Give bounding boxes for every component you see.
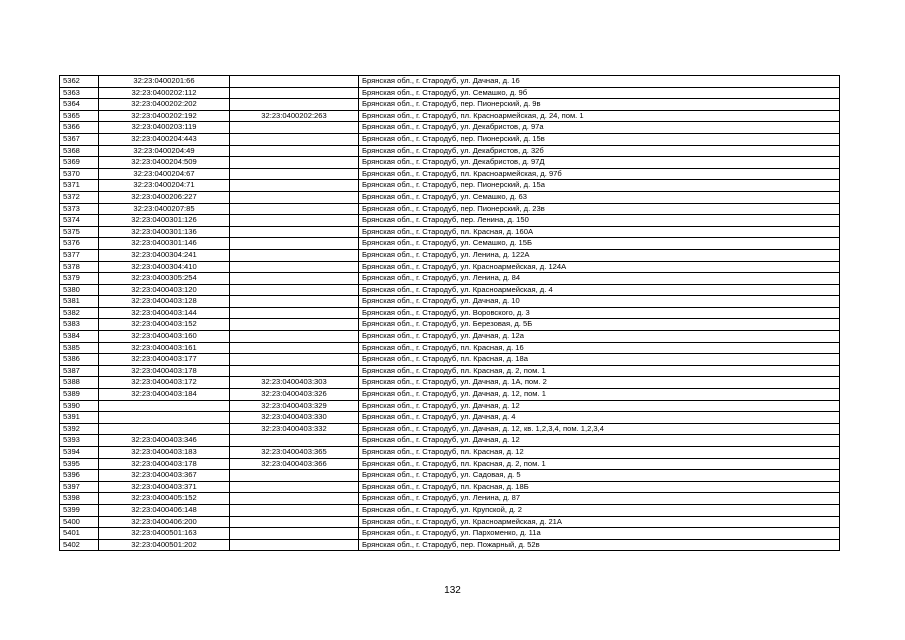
- address-cell: Брянская обл., г. Стародуб, пл. Красная, д. 160А: [359, 226, 840, 238]
- address-cell: Брянская обл., г. Стародуб, ул. Семашко, д. 15Б: [359, 238, 840, 250]
- address-cell: Брянская обл., г. Стародуб, ул. Декабристов, д. 32б: [359, 145, 840, 157]
- cadastral-number-cell: [99, 412, 230, 424]
- row-number-cell: 5392: [60, 423, 99, 435]
- table-row: [60, 319, 840, 331]
- cadastral-number-cell: [99, 423, 230, 435]
- table-row: [60, 470, 840, 482]
- linked-cadastral-number-cell: [230, 331, 359, 343]
- table-row: [60, 110, 840, 122]
- row-number-cell: 5383: [60, 319, 99, 331]
- property-registry-table: [59, 75, 840, 551]
- row-number-cell: 5394: [60, 447, 99, 459]
- table-row: [60, 504, 840, 516]
- row-number-cell: 5374: [60, 215, 99, 227]
- address-cell: Брянская обл., г. Стародуб, ул. Дачная, д. 12, пом. 1: [359, 389, 840, 401]
- cadastral-number-cell: 32:23:0400403:161: [99, 342, 230, 354]
- linked-cadastral-number-cell: [230, 516, 359, 528]
- linked-cadastral-number-cell: [230, 504, 359, 516]
- row-number-cell: 5400: [60, 516, 99, 528]
- address-cell: Брянская обл., г. Стародуб, пер. Пионерский, д. 15а: [359, 180, 840, 192]
- table-row: [60, 99, 840, 111]
- table-row: [60, 157, 840, 169]
- row-number-cell: 5376: [60, 238, 99, 250]
- cadastral-number-cell: 32:23:0400403:120: [99, 284, 230, 296]
- linked-cadastral-number-cell: [230, 528, 359, 540]
- linked-cadastral-number-cell: [230, 145, 359, 157]
- linked-cadastral-number-cell: [230, 122, 359, 134]
- table-row: [60, 365, 840, 377]
- address-cell: Брянская обл., г. Стародуб, ул. Ленина, д. 84: [359, 273, 840, 285]
- address-cell: Брянская обл., г. Стародуб, ул. Ленина, д. 87: [359, 493, 840, 505]
- address-cell: Брянская обл., г. Стародуб, ул. Красноармейская, д. 21А: [359, 516, 840, 528]
- row-number-cell: 5388: [60, 377, 99, 389]
- cadastral-number-cell: 32:23:0400403:177: [99, 354, 230, 366]
- table-row: [60, 180, 840, 192]
- row-number-cell: 5380: [60, 284, 99, 296]
- row-number-cell: 5368: [60, 145, 99, 157]
- table-row: [60, 261, 840, 273]
- row-number-cell: 5377: [60, 249, 99, 261]
- table-row: [60, 226, 840, 238]
- row-number-cell: 5379: [60, 273, 99, 285]
- linked-cadastral-number-cell: [230, 261, 359, 273]
- cadastral-number-cell: 32:23:0400304:241: [99, 249, 230, 261]
- table-row: [60, 87, 840, 99]
- row-number-cell: 5381: [60, 296, 99, 308]
- cadastral-number-cell: 32:23:0400301:136: [99, 226, 230, 238]
- linked-cadastral-number-cell: [230, 354, 359, 366]
- row-number-cell: 5370: [60, 168, 99, 180]
- cadastral-number-cell: 32:23:0400204:67: [99, 168, 230, 180]
- table-row: [60, 133, 840, 145]
- table-row: [60, 238, 840, 250]
- linked-cadastral-number-cell: [230, 191, 359, 203]
- linked-cadastral-number-cell: [230, 319, 359, 331]
- row-number-cell: 5385: [60, 342, 99, 354]
- row-number-cell: 5363: [60, 87, 99, 99]
- linked-cadastral-number-cell: [230, 87, 359, 99]
- address-cell: Брянская обл., г. Стародуб, пл. Красная, д. 18Б: [359, 481, 840, 493]
- cadastral-number-cell: 32:23:0400204:443: [99, 133, 230, 145]
- linked-cadastral-number-cell: [230, 76, 359, 88]
- address-cell: Брянская обл., г. Стародуб, пл. Красная, д. 12: [359, 447, 840, 459]
- table-row: [60, 307, 840, 319]
- cadastral-number-cell: 32:23:0400403:346: [99, 435, 230, 447]
- address-cell: Брянская обл., г. Стародуб, ул. Декабристов, д. 97а: [359, 122, 840, 134]
- linked-cadastral-number-cell: [230, 470, 359, 482]
- linked-cadastral-number-cell: 32:23:0400403:330: [230, 412, 359, 424]
- table-row: [60, 423, 840, 435]
- linked-cadastral-number-cell: 32:23:0400202:263: [230, 110, 359, 122]
- row-number-cell: 5390: [60, 400, 99, 412]
- cadastral-number-cell: 32:23:0400403:184: [99, 389, 230, 401]
- table-row: [60, 249, 840, 261]
- address-cell: Брянская обл., г. Стародуб, ул. Семашко, д. 9б: [359, 87, 840, 99]
- row-number-cell: 5395: [60, 458, 99, 470]
- table-row: [60, 168, 840, 180]
- linked-cadastral-number-cell: [230, 296, 359, 308]
- cadastral-number-cell: 32:23:0400403:128: [99, 296, 230, 308]
- table-row: [60, 215, 840, 227]
- address-cell: Брянская обл., г. Стародуб, ул. Дачная, д. 4: [359, 412, 840, 424]
- linked-cadastral-number-cell: [230, 226, 359, 238]
- linked-cadastral-number-cell: [230, 203, 359, 215]
- linked-cadastral-number-cell: 32:23:0400403:366: [230, 458, 359, 470]
- address-cell: Брянская обл., г. Стародуб, ул. Ленина, д. 122А: [359, 249, 840, 261]
- table-row: [60, 389, 840, 401]
- address-cell: Брянская обл., г. Стародуб, пл. Красноармейская, д. 97б: [359, 168, 840, 180]
- registry-table-body: [60, 76, 840, 551]
- address-cell: Брянская обл., г. Стародуб, ул. Садовая, д. 5: [359, 470, 840, 482]
- linked-cadastral-number-cell: [230, 342, 359, 354]
- linked-cadastral-number-cell: [230, 249, 359, 261]
- address-cell: Брянская обл., г. Стародуб, пер. Пионерский, д. 15в: [359, 133, 840, 145]
- page-number: 132: [444, 585, 461, 596]
- linked-cadastral-number-cell: [230, 435, 359, 447]
- cadastral-number-cell: 32:23:0400406:148: [99, 504, 230, 516]
- cadastral-number-cell: 32:23:0400305:254: [99, 273, 230, 285]
- address-cell: Брянская обл., г. Стародуб, ул. Дачная, д. 1А, пом. 2: [359, 377, 840, 389]
- table-row: [60, 284, 840, 296]
- address-cell: Брянская обл., г. Стародуб, ул. Дачная, д. 12а: [359, 331, 840, 343]
- table-row: [60, 342, 840, 354]
- cadastral-number-cell: 32:23:0400206:227: [99, 191, 230, 203]
- cadastral-number-cell: 32:23:0400202:202: [99, 99, 230, 111]
- cadastral-number-cell: 32:23:0400403:172: [99, 377, 230, 389]
- address-cell: Брянская обл., г. Стародуб, ул. Березовая, д. 5Б: [359, 319, 840, 331]
- row-number-cell: 5371: [60, 180, 99, 192]
- linked-cadastral-number-cell: [230, 493, 359, 505]
- table-row: [60, 203, 840, 215]
- linked-cadastral-number-cell: 32:23:0400403:365: [230, 447, 359, 459]
- linked-cadastral-number-cell: [230, 481, 359, 493]
- address-cell: Брянская обл., г. Стародуб, ул. Дачная, д. 12: [359, 435, 840, 447]
- address-cell: Брянская обл., г. Стародуб, ул. Дачная, д. 12: [359, 400, 840, 412]
- cadastral-number-cell: 32:23:0400403:178: [99, 458, 230, 470]
- row-number-cell: 5367: [60, 133, 99, 145]
- table-row: [60, 145, 840, 157]
- cadastral-number-cell: 32:23:0400201:66: [99, 76, 230, 88]
- row-number-cell: 5362: [60, 76, 99, 88]
- table-row: [60, 377, 840, 389]
- linked-cadastral-number-cell: [230, 238, 359, 250]
- address-cell: Брянская обл., г. Стародуб, ул. Воровского, д. 3: [359, 307, 840, 319]
- table-row: [60, 435, 840, 447]
- linked-cadastral-number-cell: [230, 365, 359, 377]
- linked-cadastral-number-cell: 32:23:0400403:326: [230, 389, 359, 401]
- row-number-cell: 5389: [60, 389, 99, 401]
- linked-cadastral-number-cell: [230, 99, 359, 111]
- table-row: [60, 191, 840, 203]
- cadastral-number-cell: 32:23:0400204:49: [99, 145, 230, 157]
- table-row: [60, 458, 840, 470]
- address-cell: Брянская обл., г. Стародуб, ул. Красноармейская, д. 4: [359, 284, 840, 296]
- table-row: [60, 447, 840, 459]
- row-number-cell: 5386: [60, 354, 99, 366]
- address-cell: Брянская обл., г. Стародуб, пл. Красная, д. 2, пом. 1: [359, 458, 840, 470]
- table-row: [60, 122, 840, 134]
- linked-cadastral-number-cell: [230, 180, 359, 192]
- cadastral-number-cell: 32:23:0400501:163: [99, 528, 230, 540]
- row-number-cell: 5391: [60, 412, 99, 424]
- address-cell: Брянская обл., г. Стародуб, пл. Красная, д. 2, пом. 1: [359, 365, 840, 377]
- cadastral-number-cell: 32:23:0400202:192: [99, 110, 230, 122]
- cadastral-number-cell: 32:23:0400403:178: [99, 365, 230, 377]
- address-cell: Брянская обл., г. Стародуб, пл. Красноармейская, д. 24, пом. 1: [359, 110, 840, 122]
- row-number-cell: 5372: [60, 191, 99, 203]
- row-number-cell: 5387: [60, 365, 99, 377]
- linked-cadastral-number-cell: 32:23:0400403:303: [230, 377, 359, 389]
- table-row: [60, 354, 840, 366]
- table-row: [60, 76, 840, 88]
- cadastral-number-cell: 32:23:0400403:367: [99, 470, 230, 482]
- address-cell: Брянская обл., г. Стародуб, ул. Красноармейская, д. 124А: [359, 261, 840, 273]
- address-cell: Брянская обл., г. Стародуб, пл. Красная, д. 16: [359, 342, 840, 354]
- cadastral-number-cell: 32:23:0400304:410: [99, 261, 230, 273]
- cadastral-number-cell: 32:23:0400403:183: [99, 447, 230, 459]
- table-row: [60, 412, 840, 424]
- row-number-cell: 5396: [60, 470, 99, 482]
- row-number-cell: 5382: [60, 307, 99, 319]
- cadastral-number-cell: 32:23:0400406:200: [99, 516, 230, 528]
- table-row: [60, 528, 840, 540]
- address-cell: Брянская обл., г. Стародуб, ул. Крупской, д. 2: [359, 504, 840, 516]
- address-cell: Брянская обл., г. Стародуб, пер. Пионерский, д. 9в: [359, 99, 840, 111]
- cadastral-number-cell: 32:23:0400405:152: [99, 493, 230, 505]
- table-row: [60, 400, 840, 412]
- row-number-cell: 5366: [60, 122, 99, 134]
- table-row: [60, 273, 840, 285]
- linked-cadastral-number-cell: [230, 157, 359, 169]
- linked-cadastral-number-cell: [230, 284, 359, 296]
- table-row: [60, 331, 840, 343]
- linked-cadastral-number-cell: [230, 273, 359, 285]
- table-row: [60, 516, 840, 528]
- table-row: [60, 481, 840, 493]
- row-number-cell: 5402: [60, 539, 99, 551]
- linked-cadastral-number-cell: [230, 168, 359, 180]
- address-cell: Брянская обл., г. Стародуб, ул. Дачная, д. 12, кв. 1,2,3,4, пом. 1,2,3,4: [359, 423, 840, 435]
- cadastral-number-cell: 32:23:0400202:112: [99, 87, 230, 99]
- row-number-cell: 5364: [60, 99, 99, 111]
- cadastral-number-cell: 32:23:0400301:126: [99, 215, 230, 227]
- address-cell: Брянская обл., г. Стародуб, ул. Дачная, д. 10: [359, 296, 840, 308]
- address-cell: Брянская обл., г. Стародуб, ул. Декабристов, д. 97Д: [359, 157, 840, 169]
- cadastral-number-cell: 32:23:0400501:202: [99, 539, 230, 551]
- row-number-cell: 5384: [60, 331, 99, 343]
- linked-cadastral-number-cell: [230, 307, 359, 319]
- cadastral-number-cell: 32:23:0400204:71: [99, 180, 230, 192]
- row-number-cell: 5378: [60, 261, 99, 273]
- table-row: [60, 493, 840, 505]
- row-number-cell: 5398: [60, 493, 99, 505]
- table-row: [60, 539, 840, 551]
- row-number-cell: 5397: [60, 481, 99, 493]
- linked-cadastral-number-cell: 32:23:0400403:329: [230, 400, 359, 412]
- cadastral-number-cell: 32:23:0400203:119: [99, 122, 230, 134]
- address-cell: Брянская обл., г. Стародуб, пер. Пожарный, д. 52в: [359, 539, 840, 551]
- address-cell: Брянская обл., г. Стародуб, пер. Пионерский, д. 23в: [359, 203, 840, 215]
- row-number-cell: 5365: [60, 110, 99, 122]
- cadastral-number-cell: 32:23:0400403:152: [99, 319, 230, 331]
- row-number-cell: 5373: [60, 203, 99, 215]
- row-number-cell: 5399: [60, 504, 99, 516]
- cadastral-number-cell: 32:23:0400204:509: [99, 157, 230, 169]
- linked-cadastral-number-cell: [230, 133, 359, 145]
- cadastral-number-cell: 32:23:0400301:146: [99, 238, 230, 250]
- table-row: [60, 296, 840, 308]
- linked-cadastral-number-cell: [230, 215, 359, 227]
- row-number-cell: 5375: [60, 226, 99, 238]
- cadastral-number-cell: 32:23:0400403:371: [99, 481, 230, 493]
- cadastral-number-cell: 32:23:0400207:85: [99, 203, 230, 215]
- address-cell: Брянская обл., г. Стародуб, пер. Ленина, д. 150: [359, 215, 840, 227]
- cadastral-number-cell: 32:23:0400403:160: [99, 331, 230, 343]
- address-cell: Брянская обл., г. Стародуб, ул. Дачная, д. 16: [359, 76, 840, 88]
- address-cell: Брянская обл., г. Стародуб, пл. Красная, д. 18а: [359, 354, 840, 366]
- cadastral-number-cell: 32:23:0400403:144: [99, 307, 230, 319]
- address-cell: Брянская обл., г. Стародуб, ул. Семашко, д. 63: [359, 191, 840, 203]
- row-number-cell: 5369: [60, 157, 99, 169]
- row-number-cell: 5401: [60, 528, 99, 540]
- cadastral-number-cell: [99, 400, 230, 412]
- linked-cadastral-number-cell: 32:23:0400403:332: [230, 423, 359, 435]
- address-cell: Брянская обл., г. Стародуб, ул. Пархоменко, д. 11а: [359, 528, 840, 540]
- row-number-cell: 5393: [60, 435, 99, 447]
- linked-cadastral-number-cell: [230, 539, 359, 551]
